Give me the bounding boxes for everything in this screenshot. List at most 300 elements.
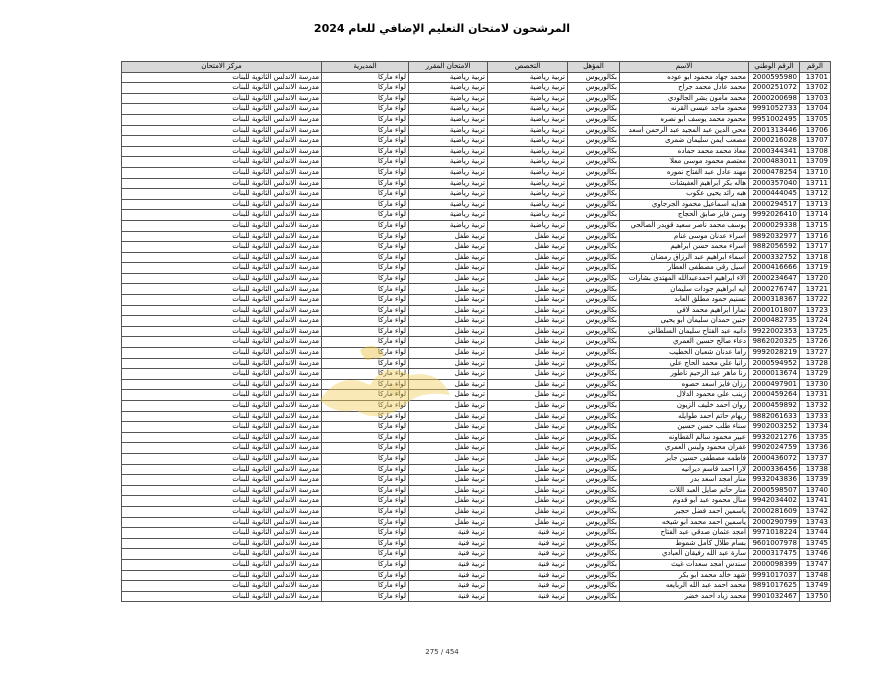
qualification-cell: بكالوريوس: [568, 189, 620, 200]
table-row: [122, 549, 831, 560]
directorate-cell: لواء ماركا: [322, 411, 409, 422]
table-row: [122, 453, 831, 464]
directorate-cell: لواء ماركا: [322, 464, 409, 475]
specialization-cell: تربية طفل: [488, 411, 568, 422]
table-row: [122, 369, 831, 380]
exam-center-cell: مدرسة الاندلس الثانوية للبنات: [122, 443, 322, 454]
row-number-cell: 13730: [800, 379, 831, 390]
exam-center-cell: مدرسة الاندلس الثانوية للبنات: [122, 591, 322, 602]
table-row: [122, 390, 831, 401]
specialization-cell: تربية طفل: [488, 326, 568, 337]
exam-subject-cell: تربية طفل: [409, 432, 488, 443]
directorate-cell: لواء ماركا: [322, 83, 409, 94]
specialization-cell: تربية طفل: [488, 517, 568, 528]
national-id-cell: 2000216028: [749, 136, 800, 147]
row-number-cell: 13726: [800, 337, 831, 348]
exam-subject-cell: تربية فنية: [409, 570, 488, 581]
row-number-cell: 13736: [800, 443, 831, 454]
candidate-name-cell: فاطمه مصطفى حسين جابر: [620, 453, 749, 464]
national-id-cell: 2000497901: [749, 379, 800, 390]
exam-subject-cell: تربية طفل: [409, 443, 488, 454]
candidate-name-cell: محمد عادل محمد جراح: [620, 83, 749, 94]
national-id-cell: 9971018224: [749, 528, 800, 539]
national-id-cell: 2000234647: [749, 273, 800, 284]
exam-center-cell: مدرسة الاندلس الثانوية للبنات: [122, 136, 322, 147]
qualification-cell: بكالوريوس: [568, 157, 620, 168]
candidate-name-cell: وسن فايز صابق الحجاج: [620, 210, 749, 221]
row-number-cell: 13750: [800, 591, 831, 602]
qualification-cell: بكالوريوس: [568, 443, 620, 454]
exam-center-cell: مدرسة الاندلس الثانوية للبنات: [122, 178, 322, 189]
row-number-cell: 13733: [800, 411, 831, 422]
exam-center-cell: مدرسة الاندلس الثانوية للبنات: [122, 549, 322, 560]
directorate-cell: لواء ماركا: [322, 295, 409, 306]
row-number-cell: 13740: [800, 485, 831, 496]
exam-subject-cell: تربية فنية: [409, 581, 488, 592]
table-row: [122, 146, 831, 157]
table-row: [122, 464, 831, 475]
directorate-cell: لواء ماركا: [322, 549, 409, 560]
row-number-cell: 13727: [800, 348, 831, 359]
national-id-cell: 9991052733: [749, 104, 800, 115]
column-header: الاسم: [620, 62, 749, 73]
qualification-cell: بكالوريوس: [568, 422, 620, 433]
national-id-cell: 9932043836: [749, 475, 800, 486]
row-number-cell: 13723: [800, 305, 831, 316]
exam-center-cell: مدرسة الاندلس الثانوية للبنات: [122, 517, 322, 528]
row-number-cell: 13722: [800, 295, 831, 306]
row-number-cell: 13702: [800, 83, 831, 94]
specialization-cell: تربية طفل: [488, 379, 568, 390]
exam-center-cell: مدرسة الاندلس الثانوية للبنات: [122, 157, 322, 168]
national-id-cell: 2000595980: [749, 72, 800, 83]
exam-subject-cell: تربية طفل: [409, 252, 488, 263]
candidate-name-cell: معاذ محمد محمد حماده: [620, 146, 749, 157]
candidate-name-cell: شهد خالد محمد ابو بكر: [620, 570, 749, 581]
national-id-cell: 2000101807: [749, 305, 800, 316]
row-number-cell: 13737: [800, 453, 831, 464]
exam-subject-cell: تربية رياضية: [409, 72, 488, 83]
row-number-cell: 13728: [800, 358, 831, 369]
exam-subject-cell: تربية طفل: [409, 348, 488, 359]
table-row: [122, 167, 831, 178]
exam-subject-cell: تربية طفل: [409, 316, 488, 327]
national-id-cell: 2000332752: [749, 252, 800, 263]
directorate-cell: لواء ماركا: [322, 453, 409, 464]
exam-subject-cell: تربية رياضية: [409, 83, 488, 94]
directorate-cell: لواء ماركا: [322, 591, 409, 602]
directorate-cell: لواء ماركا: [322, 369, 409, 380]
directorate-cell: لواء ماركا: [322, 263, 409, 274]
directorate-cell: لواء ماركا: [322, 559, 409, 570]
specialization-cell: تربية طفل: [488, 496, 568, 507]
table-row: [122, 104, 831, 115]
specialization-cell: تربية رياضية: [488, 157, 568, 168]
column-header: التخصص: [488, 62, 568, 73]
row-number-cell: 13705: [800, 114, 831, 125]
row-number-cell: 13745: [800, 538, 831, 549]
table-row: [122, 326, 831, 337]
directorate-cell: لواء ماركا: [322, 284, 409, 295]
national-id-cell: 2000317475: [749, 549, 800, 560]
national-id-cell: 9862020325: [749, 337, 800, 348]
specialization-cell: تربية فنية: [488, 559, 568, 570]
directorate-cell: لواء ماركا: [322, 443, 409, 454]
exam-subject-cell: تربية رياضية: [409, 93, 488, 104]
row-number-cell: 13734: [800, 422, 831, 433]
row-number-cell: 13715: [800, 220, 831, 231]
exam-center-cell: مدرسة الاندلس الثانوية للبنات: [122, 538, 322, 549]
column-header: الرقم الوطني: [749, 62, 800, 73]
exam-subject-cell: تربية فنية: [409, 528, 488, 539]
specialization-cell: تربية طفل: [488, 242, 568, 253]
directorate-cell: لواء ماركا: [322, 242, 409, 253]
candidate-name-cell: اسيل رقي مصطفى العطار: [620, 263, 749, 274]
row-number-cell: 13703: [800, 93, 831, 104]
specialization-cell: تربية طفل: [488, 453, 568, 464]
national-id-cell: 9892032977: [749, 231, 800, 242]
exam-center-cell: مدرسة الاندلس الثانوية للبنات: [122, 326, 322, 337]
specialization-cell: تربية طفل: [488, 464, 568, 475]
exam-center-cell: مدرسة الاندلس الثانوية للبنات: [122, 559, 322, 570]
table-row: [122, 305, 831, 316]
directorate-cell: لواء ماركا: [322, 114, 409, 125]
national-id-cell: 2000281609: [749, 506, 800, 517]
table-row: [122, 528, 831, 539]
qualification-cell: بكالوريوس: [568, 114, 620, 125]
specialization-cell: تربية طفل: [488, 432, 568, 443]
specialization-cell: تربية طفل: [488, 295, 568, 306]
table-row: [122, 157, 831, 168]
exam-subject-cell: تربية رياضية: [409, 157, 488, 168]
candidate-name-cell: روان احمد خليف الزيون: [620, 401, 749, 412]
directorate-cell: لواء ماركا: [322, 401, 409, 412]
specialization-cell: تربية طفل: [488, 369, 568, 380]
specialization-cell: تربية رياضية: [488, 189, 568, 200]
exam-subject-cell: تربية رياضية: [409, 114, 488, 125]
directorate-cell: لواء ماركا: [322, 252, 409, 263]
row-number-cell: 13739: [800, 475, 831, 486]
candidate-name-cell: اسراء محمد حسن ابراهيم: [620, 242, 749, 253]
specialization-cell: تربية طفل: [488, 316, 568, 327]
directorate-cell: لواء ماركا: [322, 337, 409, 348]
directorate-cell: لواء ماركا: [322, 104, 409, 115]
national-id-cell: 2000436072: [749, 453, 800, 464]
candidate-name-cell: الاء ابراهيم احمدعبدالله المهتدي بشارات: [620, 273, 749, 284]
qualification-cell: بكالوريوس: [568, 506, 620, 517]
qualification-cell: بكالوريوس: [568, 104, 620, 115]
exam-subject-cell: تربية طفل: [409, 295, 488, 306]
directorate-cell: لواء ماركا: [322, 136, 409, 147]
table-row: [122, 263, 831, 274]
national-id-cell: 2000594952: [749, 358, 800, 369]
row-number-cell: 13716: [800, 231, 831, 242]
exam-center-cell: مدرسة الاندلس الثانوية للبنات: [122, 390, 322, 401]
table-row: [122, 189, 831, 200]
exam-center-cell: مدرسة الاندلس الثانوية للبنات: [122, 337, 322, 348]
qualification-cell: بكالوريوس: [568, 125, 620, 136]
exam-center-cell: مدرسة الاندلس الثانوية للبنات: [122, 369, 322, 380]
qualification-cell: بكالوريوس: [568, 591, 620, 602]
qualification-cell: بكالوريوس: [568, 326, 620, 337]
exam-subject-cell: تربية رياضية: [409, 220, 488, 231]
qualification-cell: بكالوريوس: [568, 517, 620, 528]
directorate-cell: لواء ماركا: [322, 496, 409, 507]
candidate-name-cell: رانيا علي محمد الحاج علي: [620, 358, 749, 369]
specialization-cell: تربية فنية: [488, 549, 568, 560]
qualification-cell: بكالوريوس: [568, 210, 620, 221]
qualification-cell: بكالوريوس: [568, 178, 620, 189]
qualification-cell: بكالوريوس: [568, 411, 620, 422]
directorate-cell: لواء ماركا: [322, 528, 409, 539]
table-row: [122, 83, 831, 94]
row-number-cell: 13718: [800, 252, 831, 263]
national-id-cell: 9891017625: [749, 581, 800, 592]
specialization-cell: تربية رياضية: [488, 125, 568, 136]
directorate-cell: لواء ماركا: [322, 390, 409, 401]
candidate-name-cell: بسام طلال كامل شموط: [620, 538, 749, 549]
specialization-cell: تربية طفل: [488, 263, 568, 274]
specialization-cell: تربية طفل: [488, 390, 568, 401]
specialization-cell: تربية طفل: [488, 337, 568, 348]
specialization-cell: تربية رياضية: [488, 114, 568, 125]
national-id-cell: 9991017037: [749, 570, 800, 581]
directorate-cell: لواء ماركا: [322, 517, 409, 528]
specialization-cell: تربية طفل: [488, 422, 568, 433]
specialization-cell: تربية طفل: [488, 305, 568, 316]
directorate-cell: لواء ماركا: [322, 379, 409, 390]
exam-center-cell: مدرسة الاندلس الثانوية للبنات: [122, 496, 322, 507]
exam-center-cell: مدرسة الاندلس الثانوية للبنات: [122, 167, 322, 178]
exam-subject-cell: تربية طفل: [409, 305, 488, 316]
row-number-cell: 13742: [800, 506, 831, 517]
row-number-cell: 13712: [800, 189, 831, 200]
table-row: [122, 231, 831, 242]
exam-subject-cell: تربية فنية: [409, 538, 488, 549]
qualification-cell: بكالوريوس: [568, 369, 620, 380]
candidate-name-cell: مصعب ايمن سليمان ضمرى: [620, 136, 749, 147]
national-id-cell: 2000098399: [749, 559, 800, 570]
exam-center-cell: مدرسة الاندلس الثانوية للبنات: [122, 284, 322, 295]
specialization-cell: تربية فنية: [488, 570, 568, 581]
exam-subject-cell: تربية طفل: [409, 242, 488, 253]
qualification-cell: بكالوريوس: [568, 528, 620, 539]
qualification-cell: بكالوريوس: [568, 401, 620, 412]
exam-center-cell: مدرسة الاندلس الثانوية للبنات: [122, 83, 322, 94]
exam-center-cell: مدرسة الاندلس الثانوية للبنات: [122, 210, 322, 221]
candidate-name-cell: محمد جهاد محمود ابو عوده: [620, 72, 749, 83]
exam-center-cell: مدرسة الاندلس الثانوية للبنات: [122, 231, 322, 242]
specialization-cell: تربية طفل: [488, 401, 568, 412]
row-number-cell: 13706: [800, 125, 831, 136]
row-number-cell: 13743: [800, 517, 831, 528]
row-number-cell: 13729: [800, 369, 831, 380]
candidate-name-cell: هدايه اسماعيل محمود الجرجاوي: [620, 199, 749, 210]
row-number-cell: 13707: [800, 136, 831, 147]
row-number-cell: 13721: [800, 284, 831, 295]
directorate-cell: لواء ماركا: [322, 146, 409, 157]
exam-subject-cell: تربية فنية: [409, 549, 488, 560]
candidate-name-cell: سندس امجد سعدات غيث: [620, 559, 749, 570]
directorate-cell: لواء ماركا: [322, 538, 409, 549]
exam-subject-cell: تربية طفل: [409, 263, 488, 274]
directorate-cell: لواء ماركا: [322, 316, 409, 327]
exam-subject-cell: تربية رياضية: [409, 146, 488, 157]
candidate-name-cell: هاله بكر ابراهيم العفيشات: [620, 178, 749, 189]
qualification-cell: بكالوريوس: [568, 316, 620, 327]
row-number-cell: 13749: [800, 581, 831, 592]
national-id-cell: 9922002353: [749, 326, 800, 337]
exam-center-cell: مدرسة الاندلس الثانوية للبنات: [122, 570, 322, 581]
national-id-cell: 2000336456: [749, 464, 800, 475]
specialization-cell: تربية طفل: [488, 231, 568, 242]
candidates-table: [121, 61, 831, 602]
specialization-cell: تربية طفل: [488, 358, 568, 369]
specialization-cell: تربية رياضية: [488, 72, 568, 83]
row-number-cell: 13710: [800, 167, 831, 178]
exam-subject-cell: تربية رياضية: [409, 210, 488, 221]
specialization-cell: تربية رياضية: [488, 146, 568, 157]
national-id-cell: 2000318367: [749, 295, 800, 306]
exam-subject-cell: تربية طفل: [409, 422, 488, 433]
row-number-cell: 13738: [800, 464, 831, 475]
exam-subject-cell: تربية فنية: [409, 559, 488, 570]
candidate-name-cell: ايه ابراهيم جودات سليمان: [620, 284, 749, 295]
row-number-cell: 13735: [800, 432, 831, 443]
table-row: [122, 581, 831, 592]
table-row: [122, 591, 831, 602]
qualification-cell: بكالوريوس: [568, 199, 620, 210]
row-number-cell: 13731: [800, 390, 831, 401]
directorate-cell: لواء ماركا: [322, 475, 409, 486]
qualification-cell: بكالوريوس: [568, 348, 620, 359]
directorate-cell: لواء ماركا: [322, 220, 409, 231]
candidate-name-cell: اسراء عدنان موسى غنام: [620, 231, 749, 242]
table-row: [122, 411, 831, 422]
exam-center-cell: مدرسة الاندلس الثانوية للبنات: [122, 485, 322, 496]
candidate-name-cell: راما عدنان شعبان الخطيب: [620, 348, 749, 359]
candidate-name-cell: تسنيم حمود مطلق العابد: [620, 295, 749, 306]
table-row: [122, 337, 831, 348]
national-id-cell: 9601007978: [749, 538, 800, 549]
specialization-cell: تربية طفل: [488, 252, 568, 263]
qualification-cell: بكالوريوس: [568, 167, 620, 178]
exam-center-cell: مدرسة الاندلس الثانوية للبنات: [122, 273, 322, 284]
table-row: [122, 401, 831, 412]
candidate-name-cell: زينب علي محمود الدلال: [620, 390, 749, 401]
qualification-cell: بكالوريوس: [568, 284, 620, 295]
exam-center-cell: مدرسة الاندلس الثانوية للبنات: [122, 379, 322, 390]
column-header: المديرية: [322, 62, 409, 73]
table-row: [122, 348, 831, 359]
table-row: [122, 178, 831, 189]
directorate-cell: لواء ماركا: [322, 125, 409, 136]
candidate-name-cell: اسماء ابراهيم عبد الرزاق رمضان: [620, 252, 749, 263]
qualification-cell: بكالوريوس: [568, 475, 620, 486]
national-id-cell: 2000598507: [749, 485, 800, 496]
qualification-cell: بكالوريوس: [568, 453, 620, 464]
row-number-cell: 13709: [800, 157, 831, 168]
qualification-cell: بكالوريوس: [568, 559, 620, 570]
exam-subject-cell: تربية فنية: [409, 591, 488, 602]
table-row: [122, 273, 831, 284]
table-row: [122, 199, 831, 210]
national-id-cell: 2000294517: [749, 199, 800, 210]
national-id-cell: 2000482735: [749, 316, 800, 327]
exam-subject-cell: تربية طفل: [409, 284, 488, 295]
qualification-cell: بكالوريوس: [568, 231, 620, 242]
directorate-cell: لواء ماركا: [322, 199, 409, 210]
national-id-cell: 9882056592: [749, 242, 800, 253]
specialization-cell: تربية رياضية: [488, 83, 568, 94]
table-row: [122, 114, 831, 125]
row-number-cell: 13747: [800, 559, 831, 570]
directorate-cell: لواء ماركا: [322, 273, 409, 284]
row-number-cell: 13708: [800, 146, 831, 157]
exam-subject-cell: تربية طفل: [409, 337, 488, 348]
national-id-cell: 9942034402: [749, 496, 800, 507]
directorate-cell: لواء ماركا: [322, 167, 409, 178]
page-number: 275 / 454: [425, 648, 459, 656]
column-header: الامتحان المقرر: [409, 62, 488, 73]
exam-subject-cell: تربية طفل: [409, 517, 488, 528]
table-row: [122, 517, 831, 528]
page-title: المرشحون لامتحان التعليم الإضافي للعام 2024: [313, 22, 571, 35]
qualification-cell: بكالوريوس: [568, 295, 620, 306]
table-row: [122, 475, 831, 486]
exam-subject-cell: تربية طفل: [409, 379, 488, 390]
column-header: الرقم: [800, 62, 831, 73]
candidate-name-cell: هبه رائد يحيى عكوب: [620, 189, 749, 200]
qualification-cell: بكالوريوس: [568, 252, 620, 263]
candidate-name-cell: ريهام حاتم احمد طوايله: [620, 411, 749, 422]
row-number-cell: 13746: [800, 549, 831, 560]
national-id-cell: 9901032467: [749, 591, 800, 602]
candidate-name-cell: ياسمين احمد فضل حجير: [620, 506, 749, 517]
candidate-name-cell: محمد مامون بشر الجالودي: [620, 93, 749, 104]
exam-center-cell: مدرسة الاندلس الثانوية للبنات: [122, 348, 322, 359]
exam-subject-cell: تربية طفل: [409, 475, 488, 486]
exam-center-cell: مدرسة الاندلس الثانوية للبنات: [122, 199, 322, 210]
qualification-cell: بكالوريوس: [568, 220, 620, 231]
qualification-cell: بكالوريوس: [568, 93, 620, 104]
row-number-cell: 13741: [800, 496, 831, 507]
qualification-cell: بكالوريوس: [568, 538, 620, 549]
national-id-cell: 2000459264: [749, 390, 800, 401]
national-id-cell: 9902024759: [749, 443, 800, 454]
qualification-cell: بكالوريوس: [568, 263, 620, 274]
exam-center-cell: مدرسة الاندلس الثانوية للبنات: [122, 252, 322, 263]
exam-center-cell: مدرسة الاندلس الثانوية للبنات: [122, 464, 322, 475]
directorate-cell: لواء ماركا: [322, 348, 409, 359]
specialization-cell: تربية رياضية: [488, 220, 568, 231]
row-number-cell: 13724: [800, 316, 831, 327]
directorate-cell: لواء ماركا: [322, 485, 409, 496]
specialization-cell: تربية رياضية: [488, 136, 568, 147]
specialization-cell: تربية فنية: [488, 538, 568, 549]
exam-subject-cell: تربية طفل: [409, 485, 488, 496]
qualification-cell: بكالوريوس: [568, 464, 620, 475]
exam-subject-cell: تربية رياضية: [409, 199, 488, 210]
candidate-name-cell: يوسف محمد ناصر سعيد قويدر الصالحي: [620, 220, 749, 231]
table-row: [122, 295, 831, 306]
specialization-cell: تربية فنية: [488, 528, 568, 539]
exam-center-cell: مدرسة الاندلس الثانوية للبنات: [122, 125, 322, 136]
qualification-cell: بكالوريوس: [568, 581, 620, 592]
row-number-cell: 13704: [800, 104, 831, 115]
exam-center-cell: مدرسة الاندلس الثانوية للبنات: [122, 422, 322, 433]
national-id-cell: 9902003252: [749, 422, 800, 433]
